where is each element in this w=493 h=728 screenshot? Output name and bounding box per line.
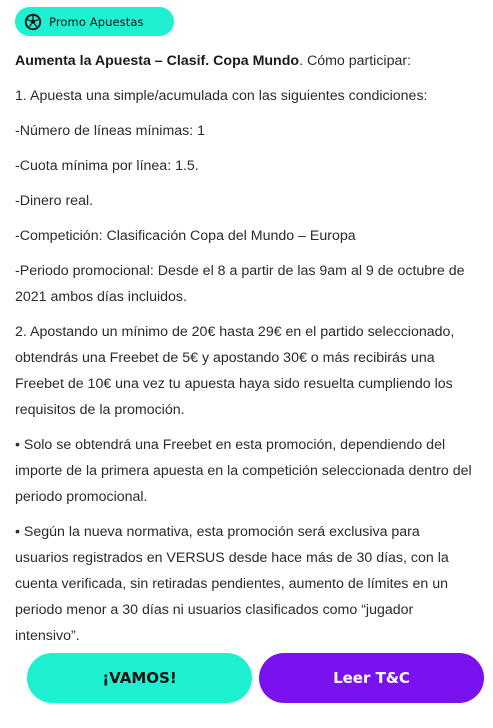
paragraph-real-money: -Dinero real. — [15, 193, 94, 209]
promo-badge — [15, 7, 174, 36]
paragraph-competition: -Competición: Clasificación Copa del Mundo – Europa — [15, 228, 356, 244]
paragraph-min-odds: -Cuota mínima por línea: 1.5. — [15, 158, 199, 174]
paragraph-regulation: • Según la nueva normativa, esta promoción será exclusiva para usuarios registrados en VERSUS desde hace más de 30 días, con la cuenta verificada, sin retiradas pendientes, aumento de límites en un periodo menor a 30 días ni usuarios clasificados como “jugador intensivo”. — [15, 524, 449, 644]
intro-paragraph — [15, 48, 475, 74]
paragraph-step-2: 2. Apostando un mínimo de 20€ hasta 29€ en el partido seleccionado, obtendrás una Freebet de 5€ y apostando 30€ o más recibirás una Freebet de 10€ una vez tu apuesta haya sido resuelta cumpliendo los requisitos de la promoción. — [15, 324, 455, 418]
paragraph-step-1: 1. Apuesta una simple/acumulada con las siguientes condiciones: — [15, 88, 428, 104]
vamos-button[interactable]: ¡VAMOS! — [27, 653, 252, 703]
paragraph-period: -Periodo promocional: Desde el 8 a partir de las 9am al 9 de octubre de 2021 ambos días incluidos. — [15, 263, 465, 305]
paragraph-single-freebet: • Solo se obtendrá una Freebet en esta promoción, dependiendo del importe de la primera apuesta en la competición seleccionada dentro del periodo promocional. — [15, 437, 472, 505]
soccer-ball-icon — [24, 13, 42, 31]
badge-label: Promo Apuestas — [49, 14, 144, 29]
paragraph-min-lines: -Número de líneas mínimas: 1 — [15, 123, 206, 139]
read-terms-button[interactable]: Leer T&C — [259, 653, 484, 703]
intro-text: . Cómo participar: — [299, 53, 412, 69]
promo-terms — [15, 48, 475, 658]
promo-title: Aumenta la Apuesta – Clasif. Copa Mundo — [15, 53, 300, 69]
